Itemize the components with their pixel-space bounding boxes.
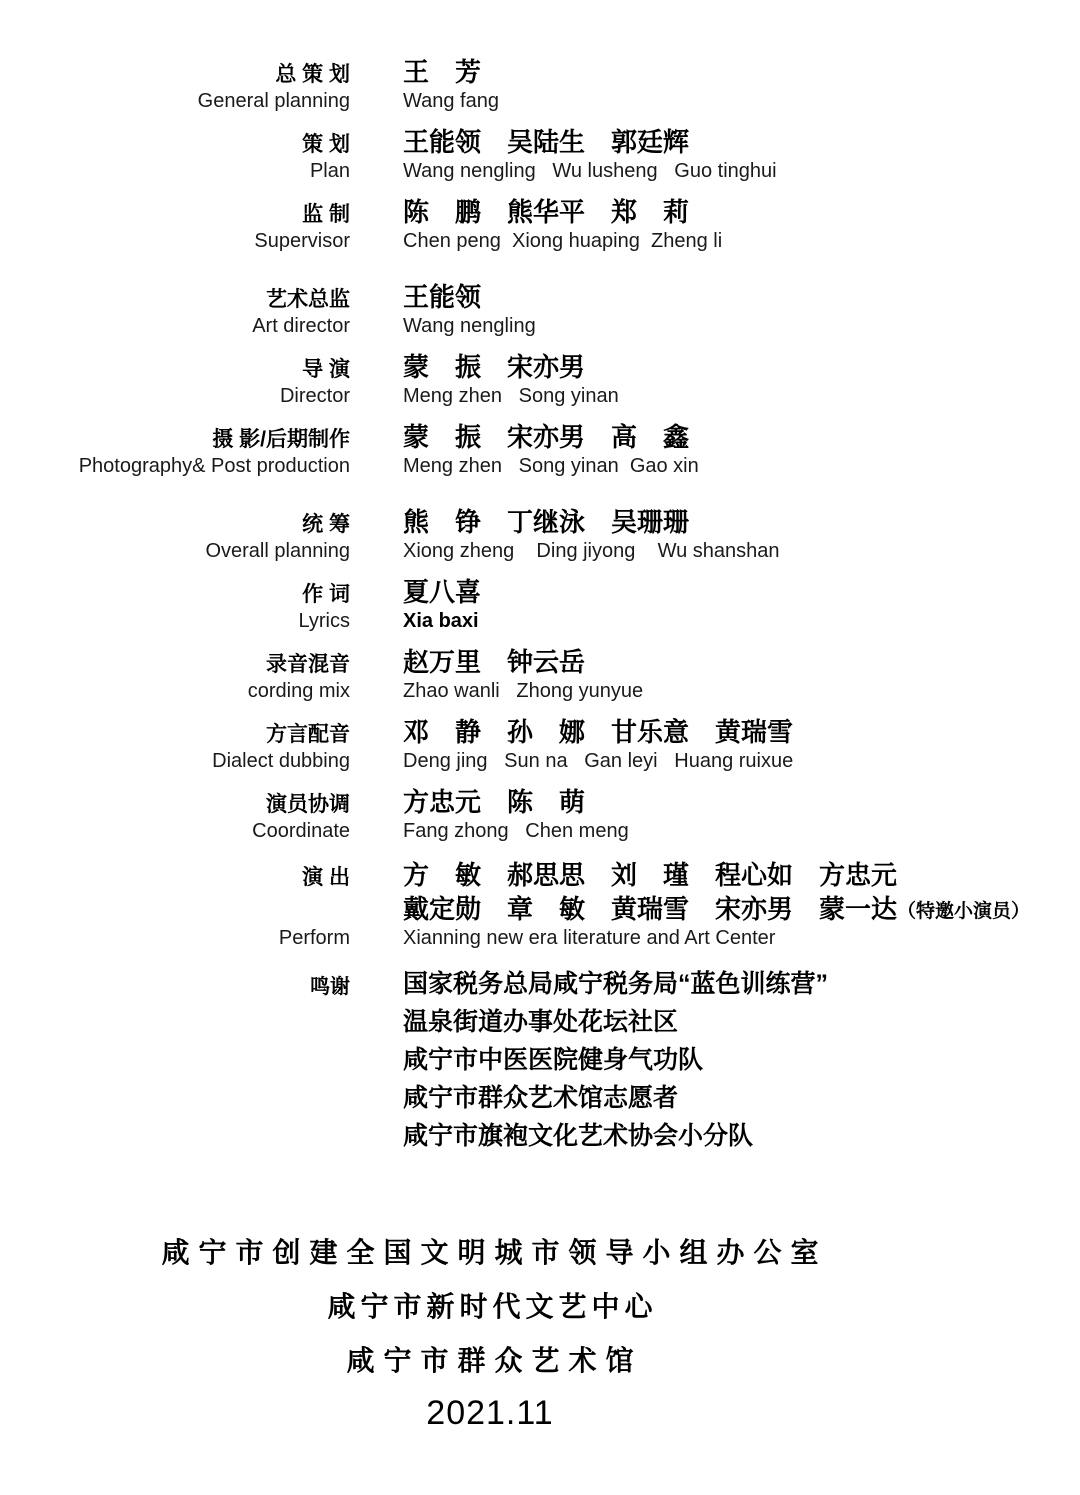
credit-names xyxy=(403,782,1080,842)
role-label-zh: 演员协调 xyxy=(266,792,350,816)
credit-names xyxy=(403,642,1080,702)
names-zh: 邓 静 孙 娜 甘乐意 黄瑞雪 xyxy=(403,716,794,747)
role-label xyxy=(0,960,350,1150)
role-label-zh: 导 演 xyxy=(302,357,350,381)
role-label-en: Photography& Post production xyxy=(78,455,350,477)
credit-row-plan xyxy=(0,122,1080,182)
credit-names xyxy=(403,572,1080,632)
role-label xyxy=(0,712,350,772)
names-pinyin: Wang fang xyxy=(403,90,499,112)
role-label-zh: 演 出 xyxy=(302,865,350,889)
role-label xyxy=(0,122,350,182)
names-zh: 王能领 xyxy=(403,281,482,312)
role-label-zh: 统 筹 xyxy=(302,512,350,536)
role-label xyxy=(0,855,350,949)
role-label xyxy=(0,52,350,112)
role-label-zh: 鸣谢 xyxy=(310,976,350,998)
role-label xyxy=(0,642,350,702)
names-zh: 熊 铮 丁继泳 吴珊珊 xyxy=(403,506,690,537)
credit-row-director xyxy=(0,347,1080,407)
thanks-line: 国家税务总局咸宁税务局“蓝色训练营” xyxy=(403,969,829,998)
credit-names xyxy=(403,417,1080,477)
credit-names xyxy=(403,52,1080,112)
credit-names xyxy=(403,347,1080,407)
credit-names xyxy=(403,712,1080,772)
footer-org-line: 咸宁市群众艺术馆 xyxy=(346,1345,643,1376)
credit-names xyxy=(403,277,1080,337)
role-label xyxy=(0,502,350,562)
credit-row-perform xyxy=(0,855,1080,949)
production-date: 2021.11 xyxy=(426,1394,554,1432)
names-pinyin: Chen peng Xiong huaping Zheng li xyxy=(403,230,723,252)
role-label-en: General planning xyxy=(197,90,350,112)
footer-org-line: 咸宁市新时代文艺中心 xyxy=(327,1291,658,1322)
credit-row-art-director xyxy=(0,277,1080,337)
role-label-zh: 方言配音 xyxy=(266,722,350,746)
names-zh: 赵万里 钟云岳 xyxy=(403,646,586,677)
names-pinyin: Xiong zheng Ding jiyong Wu shanshan xyxy=(403,540,780,562)
names-pinyin: Meng zhen Song yinan xyxy=(403,385,619,407)
names-zh: 方忠元 陈 萌 xyxy=(403,786,586,817)
role-label-zh: 策 划 xyxy=(302,132,350,156)
credit-row-dialect-dubbing xyxy=(0,712,1080,772)
label-spacer xyxy=(0,889,350,923)
names-zh-line1: 方 敏 郝思思 刘 瑾 程心如 方忠元 xyxy=(403,859,898,890)
perform-org-en: Xianning new era literature and Art Center xyxy=(403,927,776,949)
role-label-en: Art director xyxy=(252,315,350,337)
role-label-en: Coordinate xyxy=(252,820,350,842)
names-pinyin: Deng jing Sun na Gan leyi Huang ruixue xyxy=(403,750,794,772)
names-zh: 蒙 振 宋亦男 高 鑫 xyxy=(403,421,690,452)
role-label-en: Director xyxy=(279,385,350,407)
names-zh: 陈 鹏 熊华平 郑 莉 xyxy=(403,196,690,227)
thanks-line: 咸宁市群众艺术馆志愿者 xyxy=(403,1083,679,1112)
names-pinyin: Zhao wanli Zhong yunyue xyxy=(403,680,644,702)
role-label-en: Overall planning xyxy=(205,540,350,562)
credit-row-supervisor xyxy=(0,192,1080,252)
role-label-zh: 摄 影/后期制作 xyxy=(212,427,350,451)
names-pinyin: Wang nengling Wu lusheng Guo tinghui xyxy=(403,160,777,182)
names-pinyin: Wang nengling xyxy=(403,315,536,337)
role-label-en: Perform xyxy=(278,927,350,949)
credit-names xyxy=(403,122,1080,182)
role-label-zh: 监 制 xyxy=(302,202,350,226)
role-label xyxy=(0,347,350,407)
names-zh-line2 xyxy=(403,889,1080,923)
credit-row-photography-post xyxy=(0,417,1080,477)
credit-row-coordinate xyxy=(0,782,1080,842)
credit-row-recording-mix xyxy=(0,642,1080,702)
names-zh: 蒙 振 宋亦男 xyxy=(403,351,586,382)
credit-row-acknowledgements xyxy=(0,960,1080,1150)
role-label xyxy=(0,572,350,632)
thanks-line: 温泉街道办事处花坛社区 xyxy=(403,1007,679,1036)
names-zh: 王能领 吴陆生 郭廷辉 xyxy=(403,126,690,157)
credit-row-overall-planning xyxy=(0,502,1080,562)
credit-row-lyrics xyxy=(0,572,1080,632)
role-label-en: Supervisor xyxy=(254,230,350,252)
role-label xyxy=(0,192,350,252)
credit-names xyxy=(403,502,1080,562)
role-label-zh: 作 词 xyxy=(302,582,350,606)
role-label xyxy=(0,782,350,842)
role-label-en: Dialect dubbing xyxy=(212,750,350,772)
credit-names xyxy=(403,192,1080,252)
names-zh-line2-text: 戴定勋 章 敏 黄瑞雪 宋亦男 蒙一达 xyxy=(403,893,898,924)
role-label-en: Plan xyxy=(309,160,350,182)
footer-org-line: 咸宁市创建全国文明城市领导小组办公室 xyxy=(161,1237,828,1268)
role-label-zh: 录音混音 xyxy=(266,652,350,676)
role-label xyxy=(0,277,350,337)
thanks-line: 咸宁市中医医院健身气功队 xyxy=(403,1045,704,1074)
footer xyxy=(0,1226,980,1438)
names-zh: 王 芳 xyxy=(403,56,482,87)
names-zh: 夏八喜 xyxy=(403,576,482,607)
names-pinyin: Fang zhong Chen meng xyxy=(403,820,629,842)
thanks-line: 咸宁市旗袍文化艺术协会小分队 xyxy=(403,1121,754,1150)
role-label-zh: 总 策 划 xyxy=(275,62,350,86)
role-label-en: Lyrics xyxy=(298,610,350,632)
credit-names xyxy=(403,855,1080,949)
thanks-list xyxy=(403,960,1080,1150)
role-label-en: cording mix xyxy=(247,680,350,702)
role-label-zh: 艺术总监 xyxy=(266,287,350,311)
guest-actor-note: （特邀小演员） xyxy=(897,901,1031,923)
names-pinyin: Xia baxi xyxy=(403,610,479,632)
names-pinyin: Meng zhen Song yinan Gao xin xyxy=(403,455,699,477)
role-label xyxy=(0,417,350,477)
credit-row-general-planning xyxy=(0,52,1080,112)
